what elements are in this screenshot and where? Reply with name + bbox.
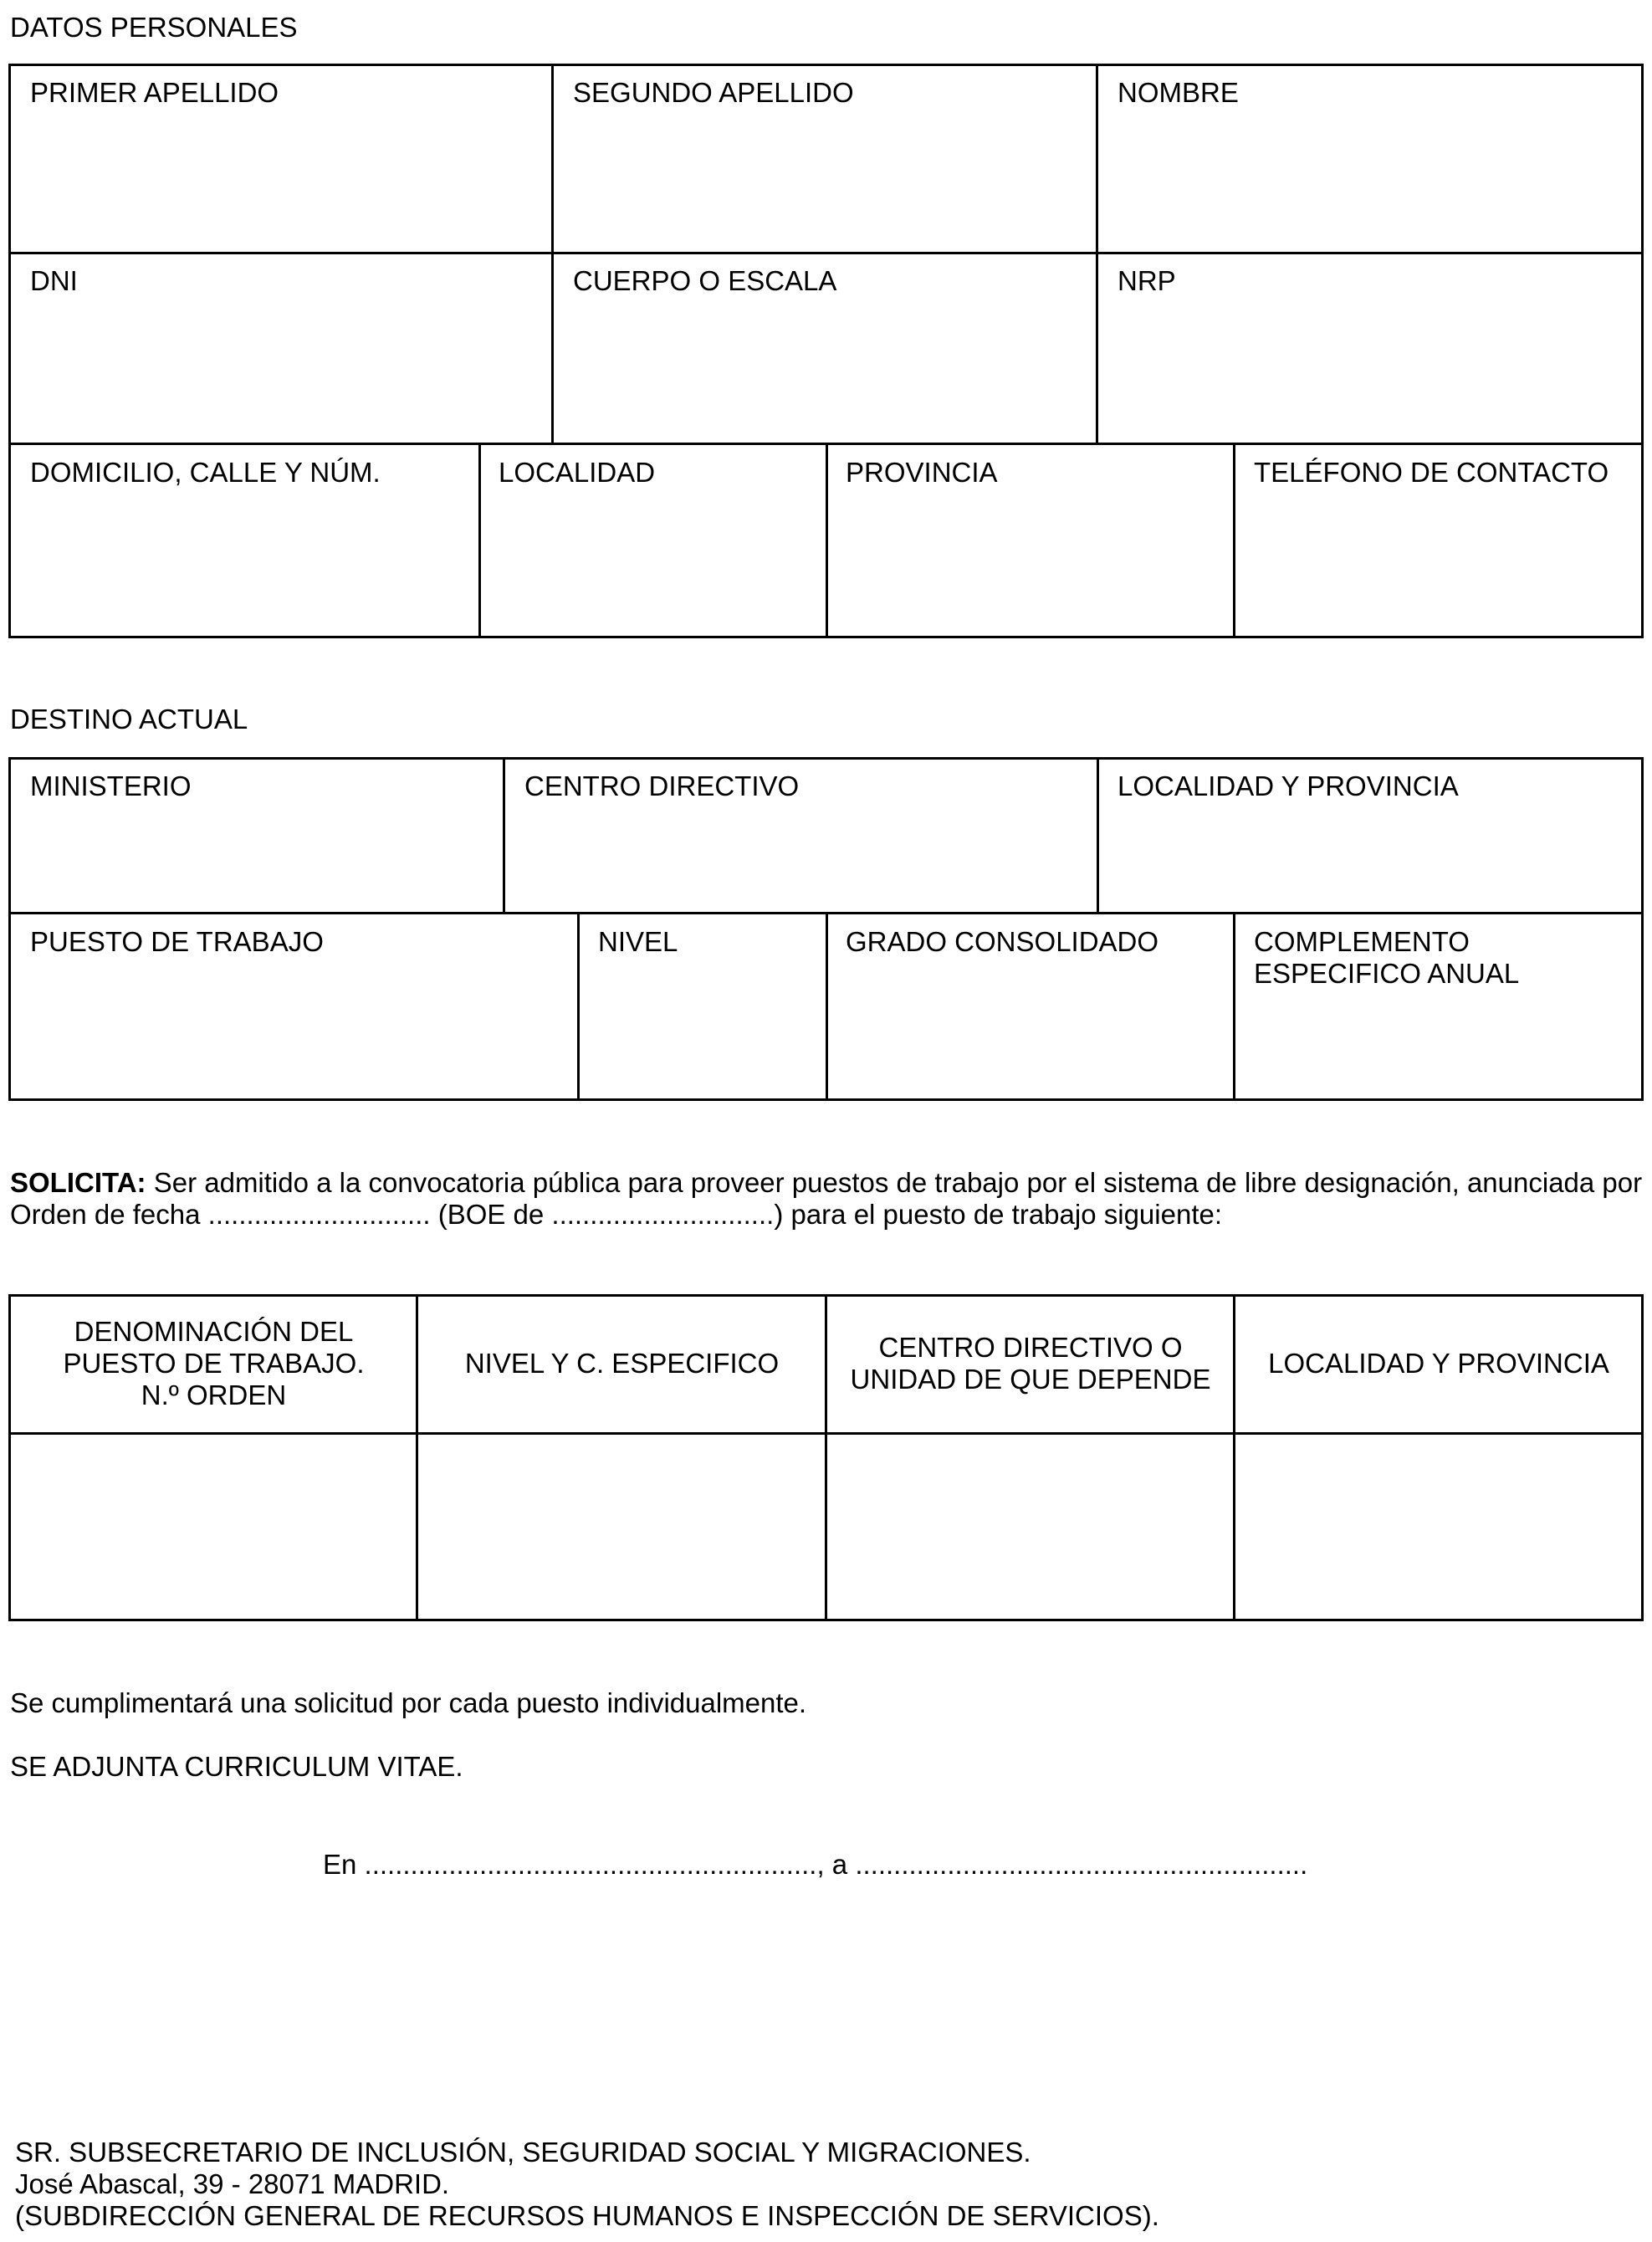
divider [1096,64,1098,444]
field-cuerpo-escala: CUERPO O ESCALA [573,265,837,296]
header-denominacion [11,1316,417,1411]
divider [8,252,1644,254]
field-segundo-apellido: SEGUNDO APELLIDO [573,77,854,108]
addressee-line3: (SUBDIRECCIÓN GENERAL DE RECURSOS HUMANOS E INSPECCIÓN DE SERVICIOS). [15,2200,1159,2231]
solicita-text: Ser admitido a la convocatoria pública para proveer puestos de trabajo por el sistema de libre designación, anunciada por [146,1167,1643,1198]
field-primer-apellido: PRIMER APELLIDO [30,77,279,108]
header-denominacion-line2: PUESTO DE TRABAJO. [63,1348,365,1379]
header-denominacion-line1: DENOMINACIÓN DEL [74,1316,354,1347]
note-curriculum: SE ADJUNTA CURRICULUM VITAE. [10,1751,463,1782]
field-localidad: LOCALIDAD [499,457,656,488]
field-puesto-trabajo: PUESTO DE TRABAJO [30,926,324,957]
divider [826,443,828,638]
field-dni: DNI [30,265,78,296]
solicita-line1 [10,1167,1642,1199]
field-nombre: NOMBRE [1118,77,1239,108]
divider [826,912,828,1101]
header-centro-line1: CENTRO DIRECTIVO O [878,1332,1183,1363]
addressee-block [15,2137,1159,2232]
field-nrp: NRP [1118,265,1176,296]
field-nivel: NIVEL [598,926,678,957]
divider [1233,443,1235,638]
header-denominacion-line3: N.º ORDEN [141,1379,287,1410]
field-provincia: PROVINCIA [846,457,998,488]
place-date-line: En ..........................................................., a ........................................................... [323,1849,1308,1880]
divider [503,757,505,914]
solicita-label: SOLICITA: [10,1167,146,1198]
field-localidad-provincia: LOCALIDAD Y PROVINCIA [1118,770,1459,801]
divider [577,912,580,1101]
field-grado-consolidado: GRADO CONSOLIDADO [846,926,1159,957]
field-complemento-line1: COMPLEMENTO [1254,926,1470,957]
divider [1233,912,1235,1101]
field-telefono: TELÉFONO DE CONTACTO [1254,457,1609,488]
solicita-paragraph [10,1167,1642,1231]
field-centro-directivo: CENTRO DIRECTIVO [524,770,800,801]
divider [478,443,481,638]
field-complemento-especifico [1254,926,1519,990]
divider [551,64,554,444]
field-domicilio: DOMICILIO, CALLE Y NÚM. [30,457,381,488]
header-centro-line2: UNIDAD DE QUE DEPENDE [850,1364,1211,1395]
solicita-line2: Orden de fecha ............................. (BOE de .............................) para el puesto de trabajo siguiente: [10,1199,1223,1230]
field-complemento-line2: ESPECIFICO ANUAL [1254,958,1520,989]
addressee-line2: José Abascal, 39 - 28071 MADRID. [15,2168,450,2199]
divider [1097,757,1099,914]
header-centro-directivo [827,1332,1234,1395]
section-title-datos-personales: DATOS PERSONALES [10,12,298,43]
addressee-line1: SR. SUBSECRETARIO DE INCLUSIÓN, SEGURIDAD SOCIAL Y MIGRACIONES. [15,2137,1031,2168]
section-title-destino-actual: DESTINO ACTUAL [10,704,248,735]
header-nivel-especifico: NIVEL Y C. ESPECIFICO [464,1348,780,1379]
header-localidad-provincia: LOCALIDAD Y PROVINCIA [1268,1348,1609,1379]
field-ministerio: MINISTERIO [30,770,192,801]
note-una-solicitud: Se cumplimentará una solicitud por cada puesto individualmente. [10,1687,807,1718]
